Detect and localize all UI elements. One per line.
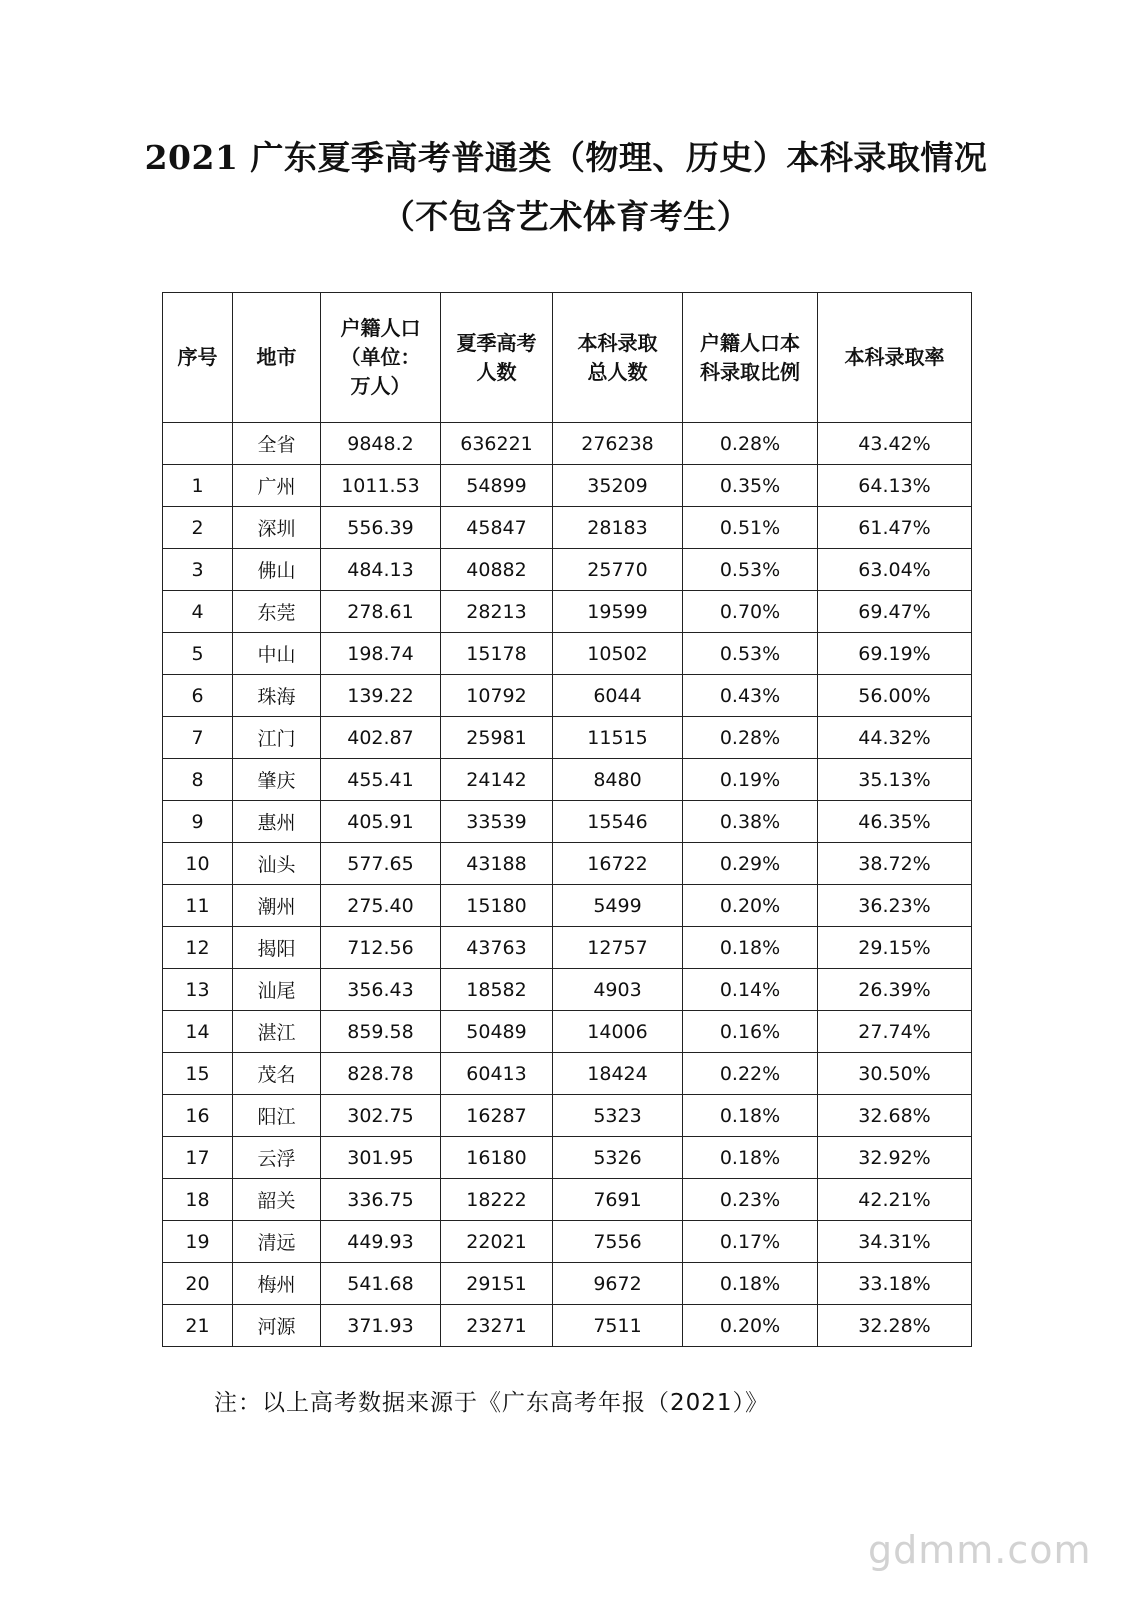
cell-exam-takers: 54899 (441, 465, 553, 507)
table-row (163, 423, 972, 465)
header-index (163, 293, 233, 423)
cell-index: 5 (163, 633, 233, 675)
cell-admitted-total: 11515 (553, 717, 683, 759)
cell-population: 484.13 (321, 549, 441, 591)
cell-admitted-total: 16722 (553, 843, 683, 885)
cell-population-ratio: 0.22% (683, 1053, 818, 1095)
cell-admission-rate: 34.31% (818, 1221, 972, 1263)
cell-admitted-total: 7511 (553, 1305, 683, 1347)
cell-population-ratio: 0.18% (683, 1263, 818, 1305)
cell-index: 11 (163, 885, 233, 927)
cell-population: 455.41 (321, 759, 441, 801)
table-row (163, 801, 972, 843)
cell-population-ratio: 0.29% (683, 843, 818, 885)
cell-population: 577.65 (321, 843, 441, 885)
header-city (233, 293, 321, 423)
cell-admission-rate: 26.39% (818, 969, 972, 1011)
cell-admitted-total: 18424 (553, 1053, 683, 1095)
cell-exam-takers: 15180 (441, 885, 553, 927)
cell-admission-rate: 36.23% (818, 885, 972, 927)
cell-admission-rate: 43.42% (818, 423, 972, 465)
cell-exam-takers: 50489 (441, 1011, 553, 1053)
cell-exam-takers: 23271 (441, 1305, 553, 1347)
cell-city: 肇庆 (233, 759, 321, 801)
cell-exam-takers: 18582 (441, 969, 553, 1011)
cell-index: 15 (163, 1053, 233, 1095)
header-line: 地市 (256, 345, 297, 369)
header-exam-takers (441, 293, 553, 423)
cell-population: 278.61 (321, 591, 441, 633)
cell-admitted-total: 276238 (553, 423, 683, 465)
cell-city: 中山 (233, 633, 321, 675)
cell-population-ratio: 0.43% (683, 675, 818, 717)
cell-city: 湛江 (233, 1011, 321, 1053)
cell-population-ratio: 0.70% (683, 591, 818, 633)
table-row (163, 843, 972, 885)
cell-admission-rate: 32.68% (818, 1095, 972, 1137)
cell-city: 惠州 (233, 801, 321, 843)
cell-exam-takers: 43763 (441, 927, 553, 969)
table-row (163, 1305, 972, 1347)
cell-population-ratio: 0.18% (683, 927, 818, 969)
cell-exam-takers: 29151 (441, 1263, 553, 1305)
cell-city: 阳江 (233, 1095, 321, 1137)
watermark-logo: gdmm.com (868, 1528, 1092, 1572)
cell-population: 336.75 (321, 1179, 441, 1221)
cell-population-ratio: 0.19% (683, 759, 818, 801)
cell-population: 556.39 (321, 507, 441, 549)
cell-population: 1011.53 (321, 465, 441, 507)
cell-admission-rate: 30.50% (818, 1053, 972, 1095)
cell-population: 275.40 (321, 885, 441, 927)
cell-city: 梅州 (233, 1263, 321, 1305)
cell-admitted-total: 6044 (553, 675, 683, 717)
cell-admitted-total: 5499 (553, 885, 683, 927)
cell-city: 汕头 (233, 843, 321, 885)
cell-admission-rate: 29.15% (818, 927, 972, 969)
cell-admitted-total: 4903 (553, 969, 683, 1011)
header-line: （单位： (340, 345, 421, 369)
header-line: 夏季高考 (456, 330, 537, 355)
table-row (163, 591, 972, 633)
cell-city: 清远 (233, 1221, 321, 1263)
cell-population-ratio: 0.17% (683, 1221, 818, 1263)
cell-admission-rate: 38.72% (818, 843, 972, 885)
table-row (163, 885, 972, 927)
cell-admission-rate: 42.21% (818, 1179, 972, 1221)
cell-population: 356.43 (321, 969, 441, 1011)
cell-admitted-total: 28183 (553, 507, 683, 549)
cell-city: 佛山 (233, 549, 321, 591)
cell-exam-takers: 43188 (441, 843, 553, 885)
cell-city: 云浮 (233, 1137, 321, 1179)
table-row (163, 549, 972, 591)
cell-index: 13 (163, 969, 233, 1011)
cell-exam-takers: 25981 (441, 717, 553, 759)
table-row (163, 927, 972, 969)
table-row (163, 1179, 972, 1221)
cell-exam-takers: 18222 (441, 1179, 553, 1221)
cell-population-ratio: 0.35% (683, 465, 818, 507)
header-line: 户籍人口 (340, 316, 421, 340)
cell-population: 859.58 (321, 1011, 441, 1053)
table-row (163, 1011, 972, 1053)
header-admission-rate (818, 293, 972, 423)
cell-population-ratio: 0.18% (683, 1095, 818, 1137)
header-population-ratio (683, 293, 818, 423)
cell-index: 20 (163, 1263, 233, 1305)
cell-index: 9 (163, 801, 233, 843)
cell-population: 371.93 (321, 1305, 441, 1347)
cell-exam-takers: 45847 (441, 507, 553, 549)
cell-admitted-total: 8480 (553, 759, 683, 801)
cell-city: 珠海 (233, 675, 321, 717)
cell-population-ratio: 0.18% (683, 1137, 818, 1179)
header-line: 本科录取 (577, 330, 658, 355)
cell-admission-rate: 69.47% (818, 591, 972, 633)
cell-index: 16 (163, 1095, 233, 1137)
table-row (163, 507, 972, 549)
cell-admission-rate: 27.74% (818, 1011, 972, 1053)
cell-admitted-total: 25770 (553, 549, 683, 591)
cell-city: 广州 (233, 465, 321, 507)
cell-city: 汕尾 (233, 969, 321, 1011)
cell-admitted-total: 10502 (553, 633, 683, 675)
header-line: 序号 (177, 345, 218, 369)
cell-exam-takers: 40882 (441, 549, 553, 591)
cell-population-ratio: 0.20% (683, 1305, 818, 1347)
cell-city: 揭阳 (233, 927, 321, 969)
cell-population: 712.56 (321, 927, 441, 969)
table-row (163, 1053, 972, 1095)
cell-admission-rate: 35.13% (818, 759, 972, 801)
cell-index: 19 (163, 1221, 233, 1263)
cell-population-ratio: 0.53% (683, 633, 818, 675)
cell-population: 541.68 (321, 1263, 441, 1305)
cell-city: 潮州 (233, 885, 321, 927)
table-row (163, 1137, 972, 1179)
cell-admitted-total: 5326 (553, 1137, 683, 1179)
cell-admission-rate: 56.00% (818, 675, 972, 717)
cell-population-ratio: 0.51% (683, 507, 818, 549)
cell-population-ratio: 0.16% (683, 1011, 818, 1053)
table-row (163, 969, 972, 1011)
cell-admitted-total: 14006 (553, 1011, 683, 1053)
cell-exam-takers: 28213 (441, 591, 553, 633)
cell-exam-takers: 60413 (441, 1053, 553, 1095)
table-header-row (163, 293, 972, 423)
table-row (163, 465, 972, 507)
cell-index: 17 (163, 1137, 233, 1179)
cell-index: 18 (163, 1179, 233, 1221)
table-row (163, 675, 972, 717)
cell-index: 1 (163, 465, 233, 507)
cell-index: 14 (163, 1011, 233, 1053)
header-line: 人数 (476, 359, 517, 384)
cell-index: 10 (163, 843, 233, 885)
cell-admitted-total: 19599 (553, 591, 683, 633)
cell-population: 198.74 (321, 633, 441, 675)
cell-admission-rate: 32.28% (818, 1305, 972, 1347)
cell-population-ratio: 0.14% (683, 969, 818, 1011)
cell-index: 3 (163, 549, 233, 591)
cell-index: 7 (163, 717, 233, 759)
source-note: 注：以上高考数据来源于《广东高考年报（2021）》 (214, 1390, 770, 1416)
cell-exam-takers: 22021 (441, 1221, 553, 1263)
table-row (163, 633, 972, 675)
cell-admission-rate: 44.32% (818, 717, 972, 759)
cell-admitted-total: 12757 (553, 927, 683, 969)
header-line: 科录取比例 (700, 359, 800, 384)
cell-city: 韶关 (233, 1179, 321, 1221)
cell-admitted-total: 7691 (553, 1179, 683, 1221)
cell-exam-takers: 33539 (441, 801, 553, 843)
cell-index: 12 (163, 927, 233, 969)
cell-index: 8 (163, 759, 233, 801)
cell-exam-takers: 10792 (441, 675, 553, 717)
cell-admission-rate: 64.13% (818, 465, 972, 507)
cell-admission-rate: 61.47% (818, 507, 972, 549)
cell-admission-rate: 32.92% (818, 1137, 972, 1179)
document-subtitle: （不包含艺术体育考生） (381, 197, 751, 236)
cell-index (163, 423, 233, 465)
header-population (321, 293, 441, 423)
cell-population: 405.91 (321, 801, 441, 843)
cell-city: 深圳 (233, 507, 321, 549)
cell-admission-rate: 46.35% (818, 801, 972, 843)
cell-population: 828.78 (321, 1053, 441, 1095)
cell-admitted-total: 5323 (553, 1095, 683, 1137)
header-line: 本科录取率 (844, 345, 945, 369)
cell-city: 东莞 (233, 591, 321, 633)
cell-population-ratio: 0.53% (683, 549, 818, 591)
cell-population: 301.95 (321, 1137, 441, 1179)
cell-population: 449.93 (321, 1221, 441, 1263)
cell-admission-rate: 63.04% (818, 549, 972, 591)
cell-exam-takers: 24142 (441, 759, 553, 801)
cell-population: 402.87 (321, 717, 441, 759)
cell-admitted-total: 15546 (553, 801, 683, 843)
cell-population: 139.22 (321, 675, 441, 717)
cell-city: 河源 (233, 1305, 321, 1347)
cell-population-ratio: 0.38% (683, 801, 818, 843)
cell-index: 21 (163, 1305, 233, 1347)
cell-city: 茂名 (233, 1053, 321, 1095)
cell-population-ratio: 0.20% (683, 885, 818, 927)
cell-index: 4 (163, 591, 233, 633)
cell-population-ratio: 0.28% (683, 423, 818, 465)
cell-exam-takers: 636221 (441, 423, 553, 465)
cell-admission-rate: 33.18% (818, 1263, 972, 1305)
cell-population: 302.75 (321, 1095, 441, 1137)
cell-admitted-total: 35209 (553, 465, 683, 507)
cell-admission-rate: 69.19% (818, 633, 972, 675)
cell-exam-takers: 16180 (441, 1137, 553, 1179)
admission-table (162, 292, 972, 1347)
cell-admitted-total: 9672 (553, 1263, 683, 1305)
table-row (163, 1263, 972, 1305)
cell-population-ratio: 0.23% (683, 1179, 818, 1221)
header-line: 户籍人口本 (700, 330, 800, 355)
table-row (163, 1095, 972, 1137)
document-title: 2021 广东夏季高考普通类（物理、历史）本科录取情况 (144, 138, 988, 177)
cell-city: 全省 (233, 423, 321, 465)
header-line: 总人数 (587, 359, 648, 384)
cell-exam-takers: 16287 (441, 1095, 553, 1137)
cell-exam-takers: 15178 (441, 633, 553, 675)
cell-city: 江门 (233, 717, 321, 759)
cell-population: 9848.2 (321, 423, 441, 465)
cell-index: 2 (163, 507, 233, 549)
table-row (163, 759, 972, 801)
cell-index: 6 (163, 675, 233, 717)
cell-population-ratio: 0.28% (683, 717, 818, 759)
header-line: 万人） (350, 374, 411, 398)
table-row (163, 717, 972, 759)
header-admitted-total (553, 293, 683, 423)
cell-admitted-total: 7556 (553, 1221, 683, 1263)
table-body (163, 423, 972, 1347)
table-row (163, 1221, 972, 1263)
